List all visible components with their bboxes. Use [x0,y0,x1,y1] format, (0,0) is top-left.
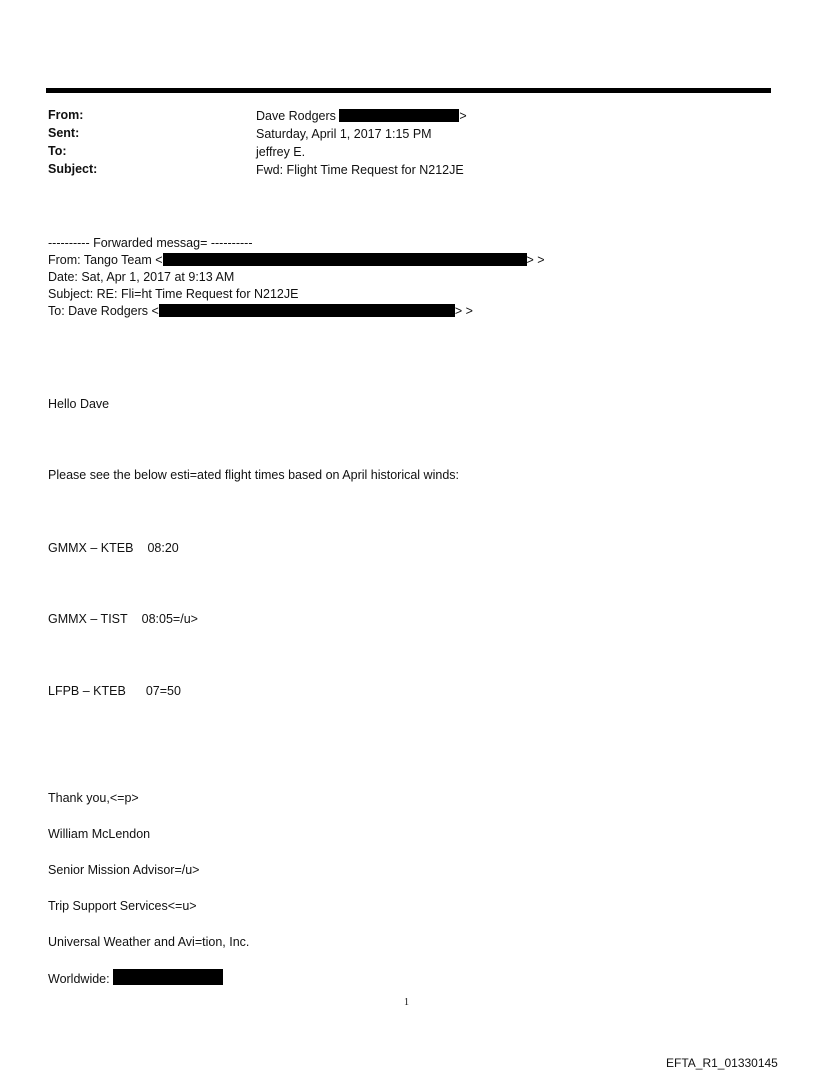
route-name: GMMX – TIST [48,612,128,626]
from-tail: > [459,109,467,123]
signature-department: Trip Support Services<=u> [48,899,197,913]
forwarded-from [48,252,545,268]
from-value [256,108,467,124]
signature-company: Universal Weather and Avi=tion, Inc. [48,935,250,949]
forwarded-subject: Subject: RE: Fli=ht Time Request for N212JE [48,287,299,301]
redaction-bar [339,109,459,122]
to-value: jeffrey E. [256,145,306,159]
signoff: Thank you,<=p> [48,791,139,805]
signature-title: Senior Mission Advisor=/u> [48,863,200,877]
route-row [48,683,181,699]
route-time: 08:20 [147,541,179,555]
from-name: Dave Rodgers [256,109,336,123]
greeting: Hello Dave [48,397,110,411]
route-name: GMMX – KTEB [48,541,134,555]
signature-name: William McLendon [48,827,151,841]
forwarded-from-prefix: From: Tango Team < [48,253,163,267]
route-time: 08:05=/u> [141,612,198,626]
subject-label: Subject: [48,162,98,176]
redaction-bar [113,969,223,985]
header-rule [46,88,771,93]
sent-value: Saturday, April 1, 2017 1:15 PM [256,127,432,141]
forwarded-date: Date: Sat, Apr 1, 2017 at 9:13 AM [48,270,235,284]
route-time: 07=50 [145,684,181,698]
document-id: EFTA_R1_01330145 [666,1056,778,1070]
to-label: To: [48,144,67,158]
forwarded-to-prefix: To: Dave Rodgers < [48,304,159,318]
sent-label: Sent: [48,126,80,140]
phone-label: Worldwide: [48,972,110,986]
route-row [48,540,179,556]
subject-value: Fwd: Flight Time Request for N212JE [256,163,464,177]
redaction-bar [163,253,527,266]
route-row [48,611,198,627]
route-name: LFPB – KTEB [48,684,126,698]
redaction-bar [159,304,455,317]
forwarded-divider: ---------- Forwarded messag= ---------- [48,236,253,250]
forwarded-from-tail: > > [526,253,545,267]
signature-phone [48,969,223,987]
from-label: From: [48,108,84,122]
forwarded-to [48,303,473,319]
intro-text: Please see the below esti=ated flight times based on April historical winds: [48,468,459,482]
forwarded-to-tail: > > [454,304,473,318]
page-number: 1 [404,997,409,1008]
